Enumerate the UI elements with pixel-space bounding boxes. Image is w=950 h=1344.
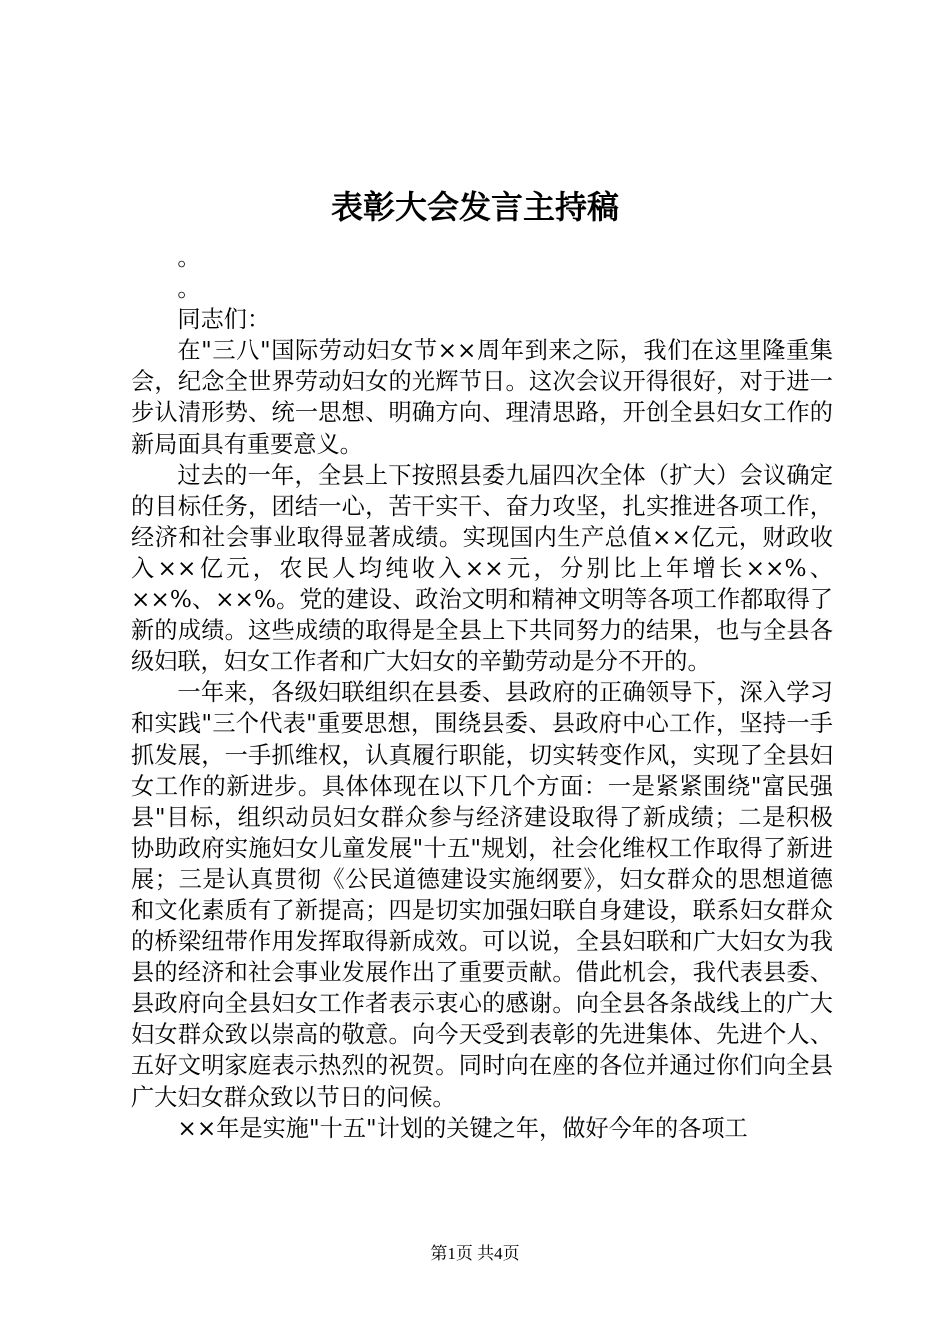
salutation: 同志们： [177, 306, 271, 334]
document-body [131, 242, 833, 1144]
paragraph-this-year: ××年是实施"十五"计划的关键之年，做好今年的各项工 [177, 1114, 748, 1142]
paragraph-opening: 在"三八"国际劳动妇女节××周年到来之际，我们在这里隆重集会，纪念全世界劳动妇女的光辉节日。这次会议开得很好，对于进一步认清形势、统一思想、明确方向、理清思路，开创全县妇女工作的新局面具有重要意义。 [131, 337, 833, 458]
document-title: 表彰大会发言主持稿 [330, 188, 619, 226]
paragraph-mark-1: 。 [177, 244, 201, 271]
paragraph-mark-2: 。 [177, 275, 201, 303]
paragraph-past-year: 过去的一年，全县上下按照县委九届四次全体（扩大）会议确定的目标任务，团结一心，苦干实干、奋力攻坚，扎实推进各项工作，经济和社会事业取得显著成绩。实现国内生产总值××亿元，财政收入××亿元，农民人均纯收入××元，分别比上年增长××%、××%、××%。党的建设、政治文明和精神文明等各项工作都取得了新的成绩。这些成绩的取得是全县上下共同努力的结果，也与全县各级妇联，妇女工作者和广大妇女的辛勤劳动是分不开的。 [131, 461, 833, 676]
paragraph-achievements: 一年来，各级妇联组织在县委、县政府的正确领导下，深入学习和实践"三个代表"重要思想，围绕县委、县政府中心工作，坚持一手抓发展，一手抓维权，认真履行职能，切实转变作风，实现了全县妇女工作的新进步。具体体现在以下几个方面：一是紧紧围绕"富民强县"目标，组织动员妇女群众参与经济建设取得了新成绩；二是积极协助政府实施妇女儿童发展"十五"规划，社会化维权工作取得了新进展；三是认真贯彻《公民道德建设实施纲要》，妇女群众的思想道德和文化素质有了新提高；四是切实加强妇联自身建设，联系妇女群众的桥梁纽带作用发挥取得新成效。可以说，全县妇联和广大妇女为我县的经济和社会事业发展作出了重要贡献。借此机会，我代表县委、县政府向全县妇女工作者表示衷心的感谢。向全县各条战线上的广大妇女群众致以崇高的敬意。向今天受到表彰的先进集体、先进个人、五好文明家庭表示热烈的祝贺。同时向在座的各位并通过你们向全县广大妇女群众致以节日的问候。 [131, 679, 833, 1111]
page-footer: 第1页 共4页 [430, 1244, 520, 1263]
